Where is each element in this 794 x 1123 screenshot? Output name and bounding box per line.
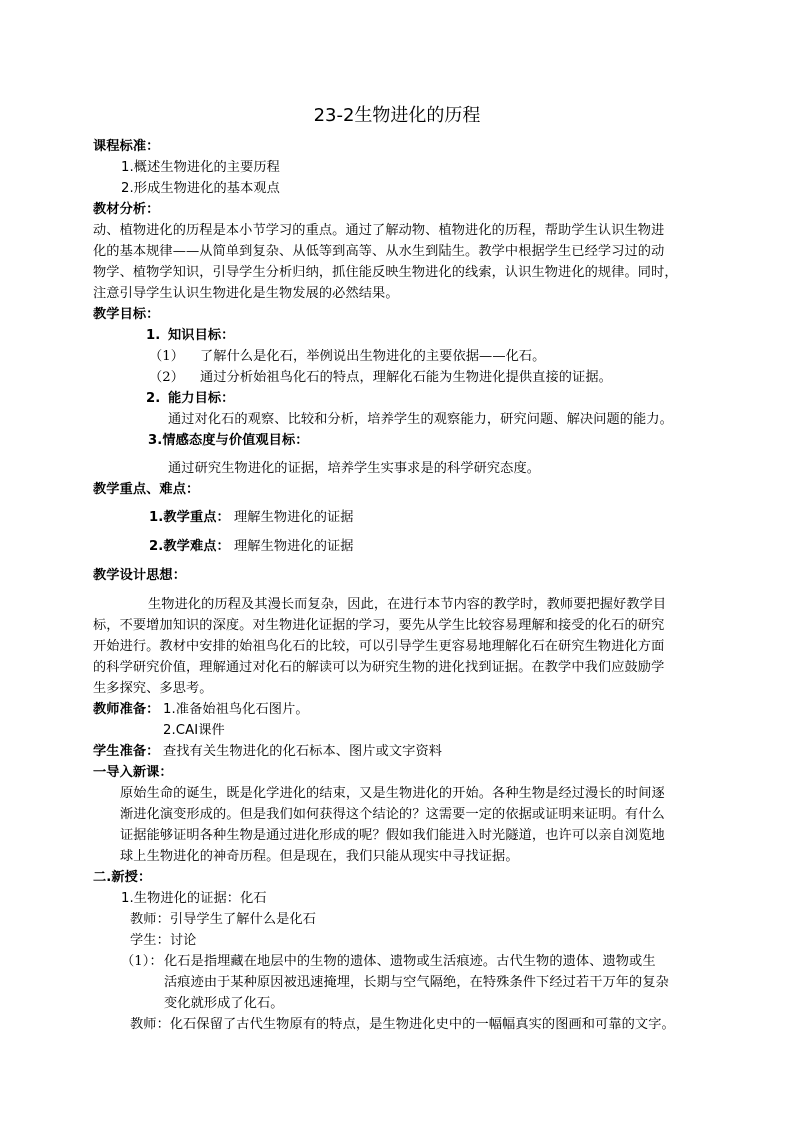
design-line-5: 生多探究、多思考。 xyxy=(93,681,213,696)
analysis-line-2: 化的基本规律——从简单到复杂、从低等到高等、从水生到陆生。教学中根据学生已经学习过的动 xyxy=(93,244,665,259)
difficulty-label: 2.教学难点： xyxy=(149,539,230,554)
difficulty-text: 理解生物进化的证据 xyxy=(234,539,354,554)
emotion-goal-label: 3.情感态度与价值观目标： xyxy=(148,433,309,448)
teacher-prep-heading: 教师准备： xyxy=(93,702,160,717)
knowledge-goal-number: 1. xyxy=(146,328,161,343)
knowledge-item-1-number: （1） xyxy=(149,349,185,364)
teacher-line-1: 教师：引导学生了解什么是化石 xyxy=(130,912,317,927)
intro-line-2: 渐进化演变形成的。但是我们如何获得这个结论的？这需要一定的依据或证明来证明。有什么 xyxy=(120,807,665,822)
knowledge-item-1-text: 了解什么是化石，举例说出生物进化的主要依据——化石。 xyxy=(200,349,546,364)
teacher-prep-item-2: 2.CAI课件 xyxy=(163,723,225,738)
ability-goal-text: 通过对化石的观察、比较和分析，培养学生的观察能力，研究问题、解决问题的能力。 xyxy=(168,412,673,427)
analysis-line-3: 物学、植物学知识，引导学生分析归纳，抓住能反映生物进化的线索，认识生物进化的规律。同时， xyxy=(93,265,678,280)
knowledge-goal-label: 知识目标： xyxy=(168,328,235,343)
knowledge-item-2-text: 通过分析始祖鸟化石的特点，理解化石能为生物进化提供直接的证据。 xyxy=(200,370,612,385)
design-line-2: 标，不要增加知识的深度。对生物进化证据的学习，要先从学生比较容易理解和接受的化石的研究 xyxy=(93,618,665,633)
new-lesson-heading: 二.新授： xyxy=(93,870,152,885)
keypoints-heading: 教学重点、难点： xyxy=(93,482,200,497)
key-point-label: 1.教学重点： xyxy=(149,510,230,525)
analysis-heading: 教材分析： xyxy=(93,202,160,217)
standard-heading: 课程标准： xyxy=(93,139,160,154)
design-line-3: 开始进行。教材中安排的始祖鸟化石的比较，可以引导学生更容易地理解化石在研究生物进化方面 xyxy=(93,639,665,654)
fossil-point-number: （1）： xyxy=(121,954,163,969)
page-title: 23-2生物进化的历程 xyxy=(313,105,481,126)
key-point-text: 理解生物进化的证据 xyxy=(234,510,354,525)
design-line-4: 的科学研究价值，理解通过对化石的解读可以为研究生物的进化找到证据。在教学中我们应鼓励学 xyxy=(93,660,665,675)
standard-item-1: 1.概述生物进化的主要历程 xyxy=(121,160,280,175)
intro-line-4: 球上生物进化的神奇历程。但是现在，我们只能从现实中寻找证据。 xyxy=(120,849,519,864)
emotion-goal-text: 通过研究生物进化的证据，培养学生实事求是的科学研究态度。 xyxy=(168,461,541,476)
intro-heading: 一导入新课： xyxy=(93,765,173,780)
intro-line-1: 原始生命的诞生，既是化学进化的结束，又是生物进化的开始。各种生物是经过漫长的时间逐 xyxy=(120,786,665,801)
standard-item-2: 2.形成生物进化的基本观点 xyxy=(121,181,280,196)
fossil-point-line-1: 化石是指埋藏在地层中的生物的遗体、遗物或生活痕迹。古代生物的遗体、遗物或生 xyxy=(164,954,656,969)
design-line-1: 生物进化的历程及其漫长而复杂，因此，在进行本节内容的教学时，教师要把握好教学目 xyxy=(148,597,667,612)
teacher-line-2: 教师：化石保留了古代生物原有的特点，是生物进化史中的一幅幅真实的图画和可靠的文字。 xyxy=(130,1017,675,1032)
analysis-line-4: 注意引导学生认识生物进化是生物发展的必然结果。 xyxy=(93,286,399,301)
evidence-subheading: 1.生物进化的证据：化石 xyxy=(121,891,267,906)
fossil-point-line-2: 活痕迹由于某种原因被迅速掩埋，长期与空气隔绝，在特殊条件下经过若干万年的复杂 xyxy=(164,975,669,990)
knowledge-item-2-number: （2） xyxy=(149,370,185,385)
goals-heading: 教学目标： xyxy=(93,307,160,322)
analysis-line-1: 动、植物进化的历程是本小节学习的重点。通过了解动物、植物进化的历程，帮助学生认识生物进 xyxy=(93,223,665,238)
student-line-1: 学生：讨论 xyxy=(130,933,197,948)
student-prep-text: 查找有关生物进化的化石标本、图片或文字资料 xyxy=(163,744,443,759)
intro-line-3: 证据能够证明各种生物是通过进化形成的呢？假如我们能进入时光隧道，也许可以亲自浏览地 xyxy=(120,828,665,843)
ability-goal-label: 能力目标： xyxy=(168,391,235,406)
student-prep-heading: 学生准备： xyxy=(93,744,160,759)
teacher-prep-item-1: 1.准备始祖鸟化石图片。 xyxy=(163,702,309,717)
design-heading: 教学设计思想： xyxy=(93,568,187,583)
fossil-point-line-3: 变化就形成了化石。 xyxy=(164,996,284,1011)
ability-goal-number: 2. xyxy=(146,391,161,406)
